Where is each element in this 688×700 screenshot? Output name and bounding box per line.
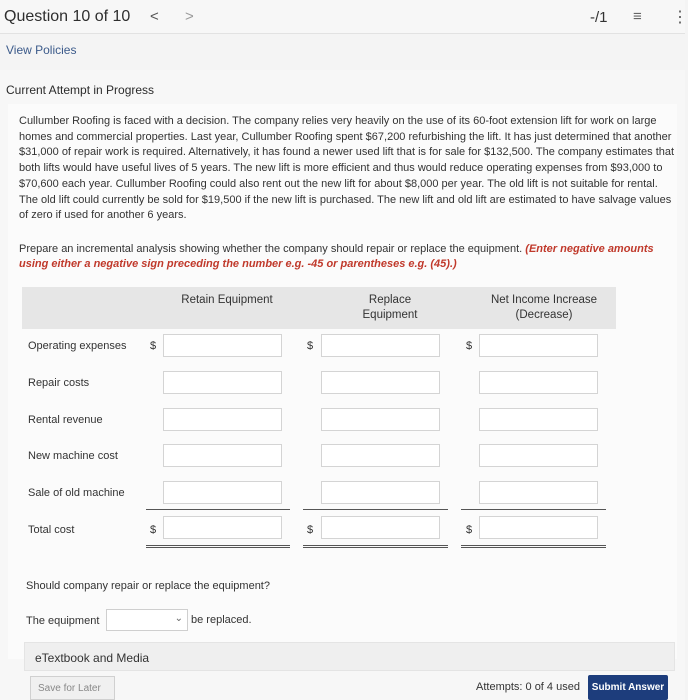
repair-or-replace-question: Should company repair or replace the equipment? — [26, 580, 270, 592]
more-options-icon[interactable]: ⋮ — [672, 9, 688, 26]
input-newmachine-net[interactable] — [479, 444, 598, 467]
total-double-rule — [461, 545, 606, 548]
input-sale-retain[interactable] — [163, 481, 282, 504]
chevron-down-icon: ⌄ — [174, 613, 183, 624]
subtotal-rule — [461, 509, 606, 510]
input-sale-net[interactable] — [479, 481, 598, 504]
question-content — [8, 104, 677, 665]
attempt-title: Current Attempt in Progress — [6, 83, 155, 97]
etextbook-media-label: eTextbook and Media — [35, 651, 150, 665]
input-rental-net[interactable] — [479, 408, 598, 431]
save-for-later-button[interactable] — [30, 676, 115, 700]
column-header-replace: Replace Equipment — [362, 294, 418, 321]
input-total-retain[interactable] — [163, 516, 282, 539]
currency-symbol: $ — [307, 340, 314, 352]
column-header-retain: Retain Equipment — [181, 294, 273, 306]
input-sale-replace[interactable] — [321, 481, 440, 504]
input-newmachine-retain[interactable] — [163, 444, 282, 467]
question-list-icon[interactable]: ≡ — [633, 8, 642, 25]
currency-symbol: $ — [466, 524, 473, 536]
view-policies-link[interactable]: View Policies — [6, 43, 77, 57]
save-for-later-label: Save for Later — [38, 683, 101, 694]
currency-symbol: $ — [150, 524, 157, 536]
row-label-total-cost: Total cost — [28, 524, 75, 536]
row-label-repair-costs: Repair costs — [28, 377, 90, 389]
input-total-net[interactable] — [479, 516, 598, 539]
currency-symbol: $ — [466, 340, 473, 352]
currency-symbol: $ — [150, 340, 157, 352]
instructions — [19, 242, 675, 272]
input-newmachine-replace[interactable] — [321, 444, 440, 467]
subtotal-rule — [303, 509, 448, 510]
top-bar — [0, 0, 688, 34]
input-repair-net[interactable] — [479, 371, 598, 394]
equipment-decision-select[interactable] — [106, 609, 188, 631]
attempts-counter: Attempts: 0 of 4 used — [476, 681, 580, 693]
instructions-note: (Enter negative amounts using either a negative sign preceding the number e.g. -45 or parentheses e.g. (45).) — [19, 243, 654, 270]
input-total-replace[interactable] — [321, 516, 440, 539]
currency-symbol: $ — [307, 524, 314, 536]
instructions-text: Prepare an incremental analysis showing whether the company should repair or replace the equipment. — [19, 243, 523, 255]
problem-text: Cullumber Roofing is faced with a decision. The company relies very heavily on the use of its 60-foot extension lift for work on large homes and commercial properties. Last year, Cullumber Roofing spent $67,200 refurbishing the lift. It has just determined that another $31,000 of repair work is required. Alternatively, it has found a newer used lift that is for sale for $132,500. The company estimates that both lifts would have useful lives of 5 years. The new lift is more efficient and thus would reduce operating expenses from $93,000 to $70,600 each year. Cullumber Roofing could also rent out the new lift for about $8,000 per year. The old lift is not suitable for rental. The old lift could currently be sold for $19,500 if the new lift is purchased. The new lift and old lift are estimated to have salvage values of zero if used for another 6 years. — [19, 115, 675, 222]
subtotal-rule — [146, 509, 290, 510]
input-operating-replace[interactable] — [321, 334, 440, 357]
score-display: -/1 — [590, 9, 608, 26]
input-repair-replace[interactable] — [321, 371, 440, 394]
submit-answer-label: Submit Answer — [591, 682, 665, 693]
next-question-icon[interactable]: > — [185, 8, 194, 25]
equipment-label: The equipment — [26, 615, 100, 627]
total-double-rule — [303, 545, 448, 548]
row-label-operating-expenses: Operating expenses — [28, 340, 127, 352]
total-double-rule — [146, 545, 290, 548]
row-label-new-machine-cost: New machine cost — [28, 450, 118, 462]
input-rental-retain[interactable] — [163, 408, 282, 431]
column-header-net-income: Net Income Increase (Decrease) — [490, 294, 598, 321]
equipment-suffix: be replaced. — [191, 614, 252, 626]
input-operating-retain[interactable] — [163, 334, 282, 357]
submit-answer-button[interactable] — [588, 675, 668, 700]
etextbook-media-panel[interactable] — [24, 642, 675, 671]
input-operating-net[interactable] — [479, 334, 598, 357]
previous-question-icon[interactable]: < — [150, 8, 159, 25]
table-header — [22, 287, 616, 329]
input-repair-retain[interactable] — [163, 371, 282, 394]
row-label-sale-old-machine: Sale of old machine — [28, 487, 125, 499]
question-label: Question 10 of 10 — [4, 8, 131, 25]
row-label-rental-revenue: Rental revenue — [28, 414, 103, 426]
input-rental-replace[interactable] — [321, 408, 440, 431]
